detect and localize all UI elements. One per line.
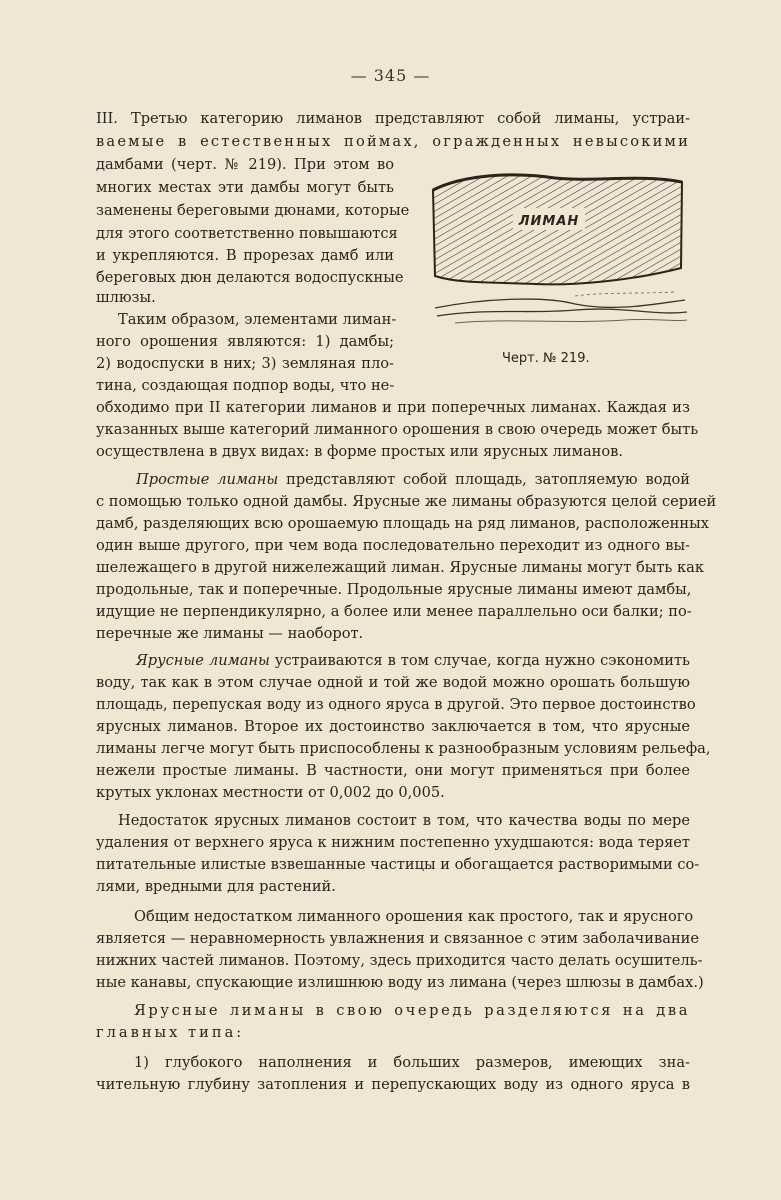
text-line: дамб, разделяющих всю орошаемую площадь на ряд лиманов, расположенных [96,515,709,532]
text-line: чительную глубину затопления и перепускающих воду из одного яруса в [96,1076,690,1093]
text-line: ваемые в естественных поймах, огражденных невысокими [96,133,690,150]
text-line: является — неравномерность увлажнения и связанное с этим заболачивание [96,930,700,947]
text-fragment: устраиваются в том случае, когда нужно сэкономить [274,652,690,669]
text-line: 1) глубокого наполнения и больших размеров, имеющих зна- [134,1054,690,1071]
text-line: обходимо при II категории лиманов и при поперечных лиманах. Каждая из [96,399,690,416]
text-line: удаления от верхнего яруса к нижним постепенно ухудшаются: вода теряет [96,834,690,851]
text-line: ного орошения являются: 1) дамбы; [96,333,394,350]
text-fragment: представляют собой площадь, затопляемую водой [286,471,690,488]
text-line: лиманы легче могут быть приспособлены к разнообразным условиям рельефа, [96,740,711,757]
italic-lead: Простые лиманы [136,471,279,488]
text-line: ярусных лиманов. Второе их достоинство заключается в том, что ярусные [96,718,690,735]
text-line: Недостаток ярусных лиманов состоит в том, что качества воды по мере [118,812,690,829]
text-line: лями, вредными для растений. [96,878,336,895]
text-line: нежели простые лиманы. В частности, они могут применяться при более [96,762,690,779]
figure-caption: Черт. № 219. [502,351,590,366]
liman-figure [425,168,690,328]
text-line: шележащего в другой нижележащий лиман. Ярусные лиманы могут быть как [96,559,704,576]
text-line [136,650,690,671]
text-line: заменены береговыми дюнами, которые [96,202,410,219]
river-bank-2 [437,309,687,316]
text-line: указанных выше категорий лиманного орошения в свою очередь может быть [96,421,699,438]
text-line: главных типа: [96,1024,245,1041]
text-line: дамбами (черт. № 219). При этом во [96,156,394,173]
text-line: осуществлена в двух видах: в форме простых или ярусных лиманов. [96,443,624,460]
text-line: Ярусные лиманы в свою очередь разделяются на два [134,1002,690,1019]
text-line: площадь, перепуская воду из одного яруса в другой. Это первое достоинство [96,696,696,713]
text-line: 2) водоспуски в них; 3) земляная пло- [96,355,394,372]
text-line: крутых уклонах местности от 0,002 до 0,005. [96,784,445,801]
text-line: идущие не перпендикулярно, а более или менее параллельно оси балки; по- [96,603,692,620]
text-line: Общим недостатком лиманного орошения как простого, так и ярусного [134,908,694,925]
text-line: многих местах эти дамбы могут быть [96,179,394,196]
text-line [136,469,690,490]
italic-lead: Ярусные лиманы [136,652,270,669]
text-line: для этого соответственно повышаются [96,225,398,242]
text-line: воду, так как в этом случае одной и той же водой можно орошать большую [96,674,690,691]
text-line: Таким образом, элементами лиман- [118,311,397,328]
text-line: с помощью только одной дамбы. Ярусные же лиманы образуются целой серией [96,493,717,510]
text-line: береговых дюн делаются водоспускные [96,269,404,286]
text-line: один выше другого, при чем вода последовательно переходит из одного вы- [96,537,690,554]
text-line: перечные же лиманы — наоборот. [96,625,364,642]
page-number: — 345 — [350,66,431,85]
text-line: продольные, так и поперечные. Продольные ярусные лиманы имеют дамбы, [96,581,692,598]
text-line: шлюзы. [96,289,156,306]
text-line: и укрепляются. В прорезах дамб или [96,247,394,264]
liman-label: ЛИМАН [518,214,580,229]
river-bank-4 [575,292,675,296]
text-line: III. Третью категорию лиманов представляют собой лиманы, устраи- [96,110,690,127]
text-line: нижних частей лиманов. Поэтому, здесь приходится часто делать осушитель- [96,952,703,969]
text-line: тина, создающая подпор воды, что не- [96,377,395,394]
text-line: ные канавы, спускающие излишнюю воду из лимана (через шлюзы в дамбах.) [96,974,704,991]
river-bank-3 [455,319,687,323]
text-line: питательные илистые взвешанные частицы и обогащается растворимыми со- [96,856,700,873]
river-bank-1 [435,299,685,308]
